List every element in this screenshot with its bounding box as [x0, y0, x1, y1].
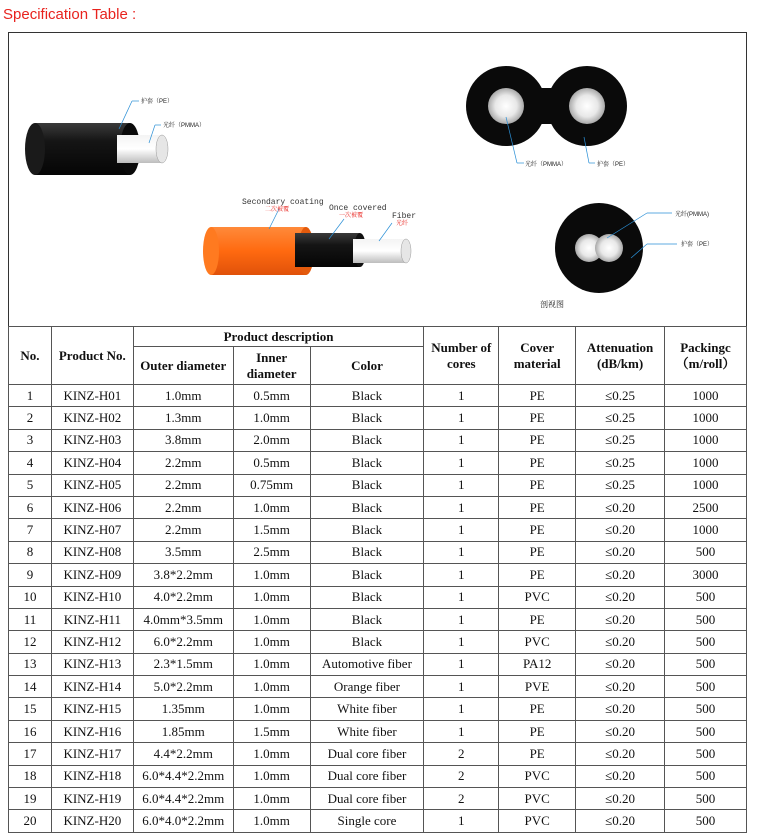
cell-outer-diameter: 1.85mm	[133, 720, 233, 742]
cell-color: Black	[310, 385, 424, 407]
cell-number-of-cores: 1	[424, 407, 499, 429]
table-row	[9, 474, 747, 496]
cell-packing: 1000	[665, 519, 747, 541]
table-row	[9, 676, 747, 698]
cell-product-no: KINZ-H15	[51, 698, 133, 720]
header-cover-material: Cover material	[499, 327, 576, 385]
table-row	[9, 452, 747, 474]
cell-row-no: 14	[9, 676, 52, 698]
cell-row-no: 7	[9, 519, 52, 541]
cell-product-no: KINZ-H19	[51, 788, 133, 810]
cell-inner-diameter: 1.0mm	[233, 631, 310, 653]
cell-attenuation: ≤0.20	[576, 676, 665, 698]
cell-row-no: 1	[9, 385, 52, 407]
cell-product-no: KINZ-H03	[51, 429, 133, 451]
cell-packing: 1000	[665, 407, 747, 429]
table-row	[9, 788, 747, 810]
cell-cover-material: PVE	[499, 676, 576, 698]
cell-packing: 500	[665, 743, 747, 765]
cell-number-of-cores: 1	[424, 631, 499, 653]
cell-attenuation: ≤0.20	[576, 519, 665, 541]
spec-table	[8, 326, 747, 833]
cell-outer-diameter: 4.0mm*3.5mm	[133, 608, 233, 630]
cell-row-no: 6	[9, 496, 52, 518]
cell-row-no: 2	[9, 407, 52, 429]
cell-number-of-cores: 1	[424, 810, 499, 832]
cell-number-of-cores: 1	[424, 429, 499, 451]
cell-packing: 500	[665, 653, 747, 675]
cell-outer-diameter: 4.4*2.2mm	[133, 743, 233, 765]
cell-packing: 1000	[665, 452, 747, 474]
table-row	[9, 541, 747, 563]
cell-number-of-cores: 1	[424, 541, 499, 563]
cell-outer-diameter: 1.3mm	[133, 407, 233, 429]
cell-outer-diameter: 3.8*2.2mm	[133, 564, 233, 586]
table-row	[9, 608, 747, 630]
cell-color: Black	[310, 541, 424, 563]
cell-cover-material: PE	[499, 743, 576, 765]
cell-number-of-cores: 2	[424, 743, 499, 765]
cell-outer-diameter: 3.5mm	[133, 541, 233, 563]
section-view-label: 剖视图	[540, 300, 564, 309]
figure-dual-round-section	[466, 66, 629, 168]
cell-product-no: KINZ-H06	[51, 496, 133, 518]
figure-oval-section	[540, 203, 713, 309]
cell-product-no: KINZ-H14	[51, 676, 133, 698]
page-title: Specification Table :	[3, 6, 137, 23]
cell-outer-diameter: 1.35mm	[133, 698, 233, 720]
cell-product-no: KINZ-H09	[51, 564, 133, 586]
cell-outer-diameter: 1.0mm	[133, 385, 233, 407]
header-attenuation: Attenuation (dB/km)	[576, 327, 665, 385]
cell-attenuation: ≤0.20	[576, 541, 665, 563]
cell-packing: 2500	[665, 496, 747, 518]
cell-attenuation: ≤0.20	[576, 743, 665, 765]
cell-attenuation: ≤0.20	[576, 564, 665, 586]
cell-color: Black	[310, 564, 424, 586]
cell-color: Black	[310, 608, 424, 630]
cell-inner-diameter: 1.0mm	[233, 698, 310, 720]
table-row	[9, 698, 747, 720]
cell-cover-material: PVC	[499, 765, 576, 787]
cell-row-no: 8	[9, 541, 52, 563]
table-row	[9, 564, 747, 586]
cell-cover-material: PE	[499, 474, 576, 496]
cell-number-of-cores: 2	[424, 788, 499, 810]
cell-inner-diameter: 1.5mm	[233, 720, 310, 742]
cell-cover-material: PE	[499, 541, 576, 563]
cell-packing: 500	[665, 698, 747, 720]
cell-row-no: 19	[9, 788, 52, 810]
cell-color: Black	[310, 474, 424, 496]
cell-packing: 500	[665, 810, 747, 832]
fig4-jacket-label: 护套（PE）	[681, 242, 714, 248]
cell-color: Black	[310, 586, 424, 608]
cell-inner-diameter: 1.0mm	[233, 810, 310, 832]
header-outer-diameter: Outer diameter	[133, 347, 233, 385]
diagram-panel	[8, 32, 747, 327]
cell-product-no: KINZ-H16	[51, 720, 133, 742]
cell-outer-diameter: 5.0*2.2mm	[133, 676, 233, 698]
cell-row-no: 11	[9, 608, 52, 630]
cell-product-no: KINZ-H18	[51, 765, 133, 787]
cell-color: Orange fiber	[310, 676, 424, 698]
cell-attenuation: ≤0.20	[576, 631, 665, 653]
table-row	[9, 765, 747, 787]
cell-attenuation: ≤0.20	[576, 788, 665, 810]
header-color: Color	[310, 347, 424, 385]
cell-number-of-cores: 1	[424, 519, 499, 541]
cell-color: Dual core fiber	[310, 765, 424, 787]
cell-product-no: KINZ-H17	[51, 743, 133, 765]
fig2-once-cn: 一次被覆	[339, 213, 364, 219]
cell-color: Automotive fiber	[310, 653, 424, 675]
cell-inner-diameter: 2.5mm	[233, 541, 310, 563]
cell-attenuation: ≤0.20	[576, 653, 665, 675]
cell-row-no: 15	[9, 698, 52, 720]
cell-row-no: 3	[9, 429, 52, 451]
cell-packing: 500	[665, 788, 747, 810]
cell-attenuation: ≤0.25	[576, 429, 665, 451]
cell-product-no: KINZ-H02	[51, 407, 133, 429]
cell-cover-material: PE	[499, 608, 576, 630]
cell-row-no: 20	[9, 810, 52, 832]
cell-cover-material: PE	[499, 452, 576, 474]
cell-inner-diameter: 2.0mm	[233, 429, 310, 451]
cell-packing: 500	[665, 631, 747, 653]
cell-attenuation: ≤0.25	[576, 452, 665, 474]
cable-diagrams	[9, 33, 746, 327]
cell-cover-material: PVC	[499, 810, 576, 832]
fig3-fiber-label: 光纤（PMMA）	[525, 162, 568, 168]
cell-row-no: 17	[9, 743, 52, 765]
cell-number-of-cores: 1	[424, 452, 499, 474]
cell-outer-diameter: 2.2mm	[133, 496, 233, 518]
cell-outer-diameter: 6.0*4.0*2.2mm	[133, 810, 233, 832]
cell-inner-diameter: 1.0mm	[233, 407, 310, 429]
table-row	[9, 519, 747, 541]
cell-packing: 500	[665, 676, 747, 698]
cell-row-no: 9	[9, 564, 52, 586]
cell-cover-material: PVC	[499, 788, 576, 810]
cell-row-no: 10	[9, 586, 52, 608]
cell-packing: 1000	[665, 385, 747, 407]
cell-color: Dual core fiber	[310, 743, 424, 765]
cell-outer-diameter: 4.0*2.2mm	[133, 586, 233, 608]
cell-cover-material: PE	[499, 496, 576, 518]
cell-attenuation: ≤0.20	[576, 765, 665, 787]
fig1-jacket-label: 护套（PE）	[141, 99, 174, 105]
header-no: No.	[9, 327, 52, 385]
cell-product-no: KINZ-H08	[51, 541, 133, 563]
cell-product-no: KINZ-H01	[51, 385, 133, 407]
cell-row-no: 13	[9, 653, 52, 675]
fig2-fiber-cn: 光纤	[396, 221, 409, 227]
table-row	[9, 653, 747, 675]
cell-attenuation: ≤0.20	[576, 698, 665, 720]
fig1-fiber-label: 光纤（PMMA）	[163, 123, 206, 129]
cell-inner-diameter: 1.0mm	[233, 765, 310, 787]
cell-number-of-cores: 1	[424, 720, 499, 742]
cell-attenuation: ≤0.20	[576, 496, 665, 518]
figure-layered-cable	[203, 198, 416, 275]
cell-number-of-cores: 1	[424, 586, 499, 608]
cell-outer-diameter: 3.8mm	[133, 429, 233, 451]
table-row	[9, 631, 747, 653]
cell-packing: 500	[665, 765, 747, 787]
cell-inner-diameter: 0.5mm	[233, 452, 310, 474]
header-packing: Packingc （m/roll）	[665, 327, 747, 385]
table-row	[9, 810, 747, 832]
cell-cover-material: PA12	[499, 653, 576, 675]
cell-color: Dual core fiber	[310, 788, 424, 810]
table-row	[9, 407, 747, 429]
cell-row-no: 18	[9, 765, 52, 787]
cell-attenuation: ≤0.25	[576, 385, 665, 407]
cell-inner-diameter: 1.5mm	[233, 519, 310, 541]
cell-cover-material: PE	[499, 564, 576, 586]
fig2-fiber-label: Fiber	[392, 212, 417, 221]
cell-color: Black	[310, 407, 424, 429]
fig2-secondary-cn: 二次被覆	[265, 207, 290, 213]
table-row	[9, 385, 747, 407]
cell-packing: 500	[665, 541, 747, 563]
cell-attenuation: ≤0.20	[576, 586, 665, 608]
cell-inner-diameter: 1.0mm	[233, 743, 310, 765]
cell-inner-diameter: 1.0mm	[233, 564, 310, 586]
cell-inner-diameter: 1.0mm	[233, 788, 310, 810]
header-product-description: Product description	[133, 327, 424, 347]
cell-color: White fiber	[310, 698, 424, 720]
cell-cover-material: PVC	[499, 586, 576, 608]
cell-outer-diameter: 2.3*1.5mm	[133, 653, 233, 675]
cell-row-no: 5	[9, 474, 52, 496]
cell-number-of-cores: 1	[424, 385, 499, 407]
cell-outer-diameter: 2.2mm	[133, 452, 233, 474]
cell-packing: 1000	[665, 474, 747, 496]
cell-row-no: 12	[9, 631, 52, 653]
cell-color: Black	[310, 631, 424, 653]
cell-color: Black	[310, 452, 424, 474]
cell-cover-material: PE	[499, 698, 576, 720]
fig3-jacket-label: 护套（PE）	[597, 162, 630, 168]
cell-cover-material: PE	[499, 519, 576, 541]
cell-outer-diameter: 2.2mm	[133, 474, 233, 496]
cell-color: Black	[310, 496, 424, 518]
cell-attenuation: ≤0.25	[576, 474, 665, 496]
cell-inner-diameter: 1.0mm	[233, 586, 310, 608]
cell-inner-diameter: 0.5mm	[233, 385, 310, 407]
cell-packing: 1000	[665, 429, 747, 451]
cell-packing: 500	[665, 586, 747, 608]
cell-product-no: KINZ-H10	[51, 586, 133, 608]
cell-inner-diameter: 1.0mm	[233, 653, 310, 675]
cell-inner-diameter: 1.0mm	[233, 496, 310, 518]
cell-product-no: KINZ-H20	[51, 810, 133, 832]
cell-attenuation: ≤0.20	[576, 608, 665, 630]
cell-product-no: KINZ-H11	[51, 608, 133, 630]
table-row	[9, 586, 747, 608]
cell-cover-material: PE	[499, 385, 576, 407]
cell-number-of-cores: 1	[424, 653, 499, 675]
table-row	[9, 720, 747, 742]
cell-color: Single core	[310, 810, 424, 832]
cell-attenuation: ≤0.20	[576, 810, 665, 832]
cell-color: Black	[310, 429, 424, 451]
cell-number-of-cores: 1	[424, 608, 499, 630]
cell-number-of-cores: 1	[424, 564, 499, 586]
cell-cover-material: PVC	[499, 631, 576, 653]
cell-row-no: 16	[9, 720, 52, 742]
fig4-fiber-label: 光纤(PMMA)	[675, 212, 709, 218]
cell-attenuation: ≤0.25	[576, 407, 665, 429]
cell-outer-diameter: 2.2mm	[133, 519, 233, 541]
cell-packing: 500	[665, 608, 747, 630]
cell-cover-material: PE	[499, 407, 576, 429]
header-number-of-cores: Number of cores	[424, 327, 499, 385]
table-row	[9, 496, 747, 518]
cell-color: White fiber	[310, 720, 424, 742]
cell-outer-diameter: 6.0*2.2mm	[133, 631, 233, 653]
figure-single-fiber	[25, 97, 205, 175]
cell-inner-diameter: 1.0mm	[233, 676, 310, 698]
cell-outer-diameter: 6.0*4.4*2.2mm	[133, 765, 233, 787]
fig2-once-label: Once covered	[329, 204, 387, 213]
cell-number-of-cores: 1	[424, 698, 499, 720]
spec-table-body	[9, 385, 747, 833]
cell-number-of-cores: 1	[424, 474, 499, 496]
cell-product-no: KINZ-H04	[51, 452, 133, 474]
cell-product-no: KINZ-H13	[51, 653, 133, 675]
cell-row-no: 4	[9, 452, 52, 474]
cell-color: Black	[310, 519, 424, 541]
cell-inner-diameter: 0.75mm	[233, 474, 310, 496]
header-inner-diameter: Inner diameter	[233, 347, 310, 385]
cell-number-of-cores: 1	[424, 676, 499, 698]
table-row	[9, 429, 747, 451]
cell-packing: 500	[665, 720, 747, 742]
fig2-secondary-label: Secondary coating	[242, 198, 324, 207]
cell-number-of-cores: 2	[424, 765, 499, 787]
table-row	[9, 743, 747, 765]
header-product-no: Product No.	[51, 327, 133, 385]
cell-cover-material: PE	[499, 429, 576, 451]
cell-packing: 3000	[665, 564, 747, 586]
cell-attenuation: ≤0.20	[576, 720, 665, 742]
cell-product-no: KINZ-H07	[51, 519, 133, 541]
cell-product-no: KINZ-H05	[51, 474, 133, 496]
cell-cover-material: PE	[499, 720, 576, 742]
cell-inner-diameter: 1.0mm	[233, 608, 310, 630]
cell-number-of-cores: 1	[424, 496, 499, 518]
cell-outer-diameter: 6.0*4.4*2.2mm	[133, 788, 233, 810]
cell-product-no: KINZ-H12	[51, 631, 133, 653]
